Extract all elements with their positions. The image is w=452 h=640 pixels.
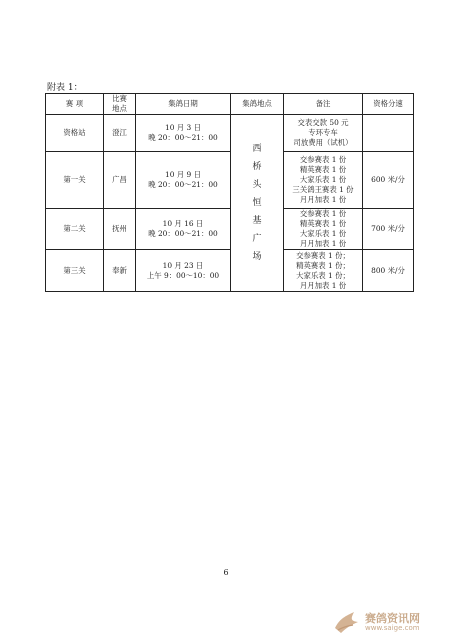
table-row xyxy=(46,152,414,209)
stage-cell: 第二关 xyxy=(46,209,104,250)
header-gather-place: 集鸽地点 xyxy=(231,94,284,115)
header-notes: 备注 xyxy=(284,94,363,115)
pigeon-icon xyxy=(332,608,362,636)
stage-cell: 第三关 xyxy=(46,250,104,292)
notes-cell: 交参赛表 1 份 精英赛表 1 份 大家乐表 1 份 月月加表 1 份 xyxy=(284,209,363,250)
gather-place-cell: 西 桥 头 恒 基 广 场 xyxy=(231,115,284,292)
speed-cell: 800 米/分 xyxy=(363,250,414,292)
header-date: 集鸽日期 xyxy=(136,94,231,115)
table-row xyxy=(46,250,414,292)
date-cell: 10 月 23 日 上午 9：00～10：00 xyxy=(136,250,231,292)
notes-cell: 交参赛表 1 份； 精英赛表 1 份； 大家乐表 1 份； 月月加表 1 份 xyxy=(284,250,363,292)
watermark-name: 赛鸽资讯网 xyxy=(365,612,420,625)
header-location: 比赛 地点 xyxy=(104,94,136,115)
watermark-logo xyxy=(332,608,450,636)
table-row xyxy=(46,115,414,152)
speed-cell xyxy=(363,115,414,152)
location-cell: 广昌 xyxy=(104,152,136,209)
location-cell: 奉新 xyxy=(104,250,136,292)
stage-cell: 第一关 xyxy=(46,152,104,209)
watermark-url: www.saige.com xyxy=(365,624,420,632)
notes-cell: 交表交款 50 元 专环专车 司放费用（试机） xyxy=(284,115,363,152)
location-cell: 澄江 xyxy=(104,115,136,152)
header-speed: 资格分速 xyxy=(363,94,414,115)
date-cell: 10 月 3 日 晚 20：00～21：00 xyxy=(136,115,231,152)
location-cell: 抚州 xyxy=(104,209,136,250)
speed-cell: 600 米/分 xyxy=(363,152,414,209)
date-cell: 10 月 16 日 晚 20：00～21：00 xyxy=(136,209,231,250)
table-caption: 附表 1： xyxy=(47,83,83,93)
page-number: 6 xyxy=(223,568,229,577)
date-cell: 10 月 9 日 晚 20：00～21：00 xyxy=(136,152,231,209)
schedule-table xyxy=(45,93,414,292)
notes-cell: 交参赛表 1 份 精英赛表 1 份 大家乐表 1 份 三关鸽王赛表 1 份 月月加表 1 份 xyxy=(284,152,363,209)
speed-cell: 700 米/分 xyxy=(363,209,414,250)
header-stage: 赛 项 xyxy=(46,94,104,115)
table-header-row xyxy=(46,94,414,115)
table-row xyxy=(46,209,414,250)
stage-cell: 资格站 xyxy=(46,115,104,152)
